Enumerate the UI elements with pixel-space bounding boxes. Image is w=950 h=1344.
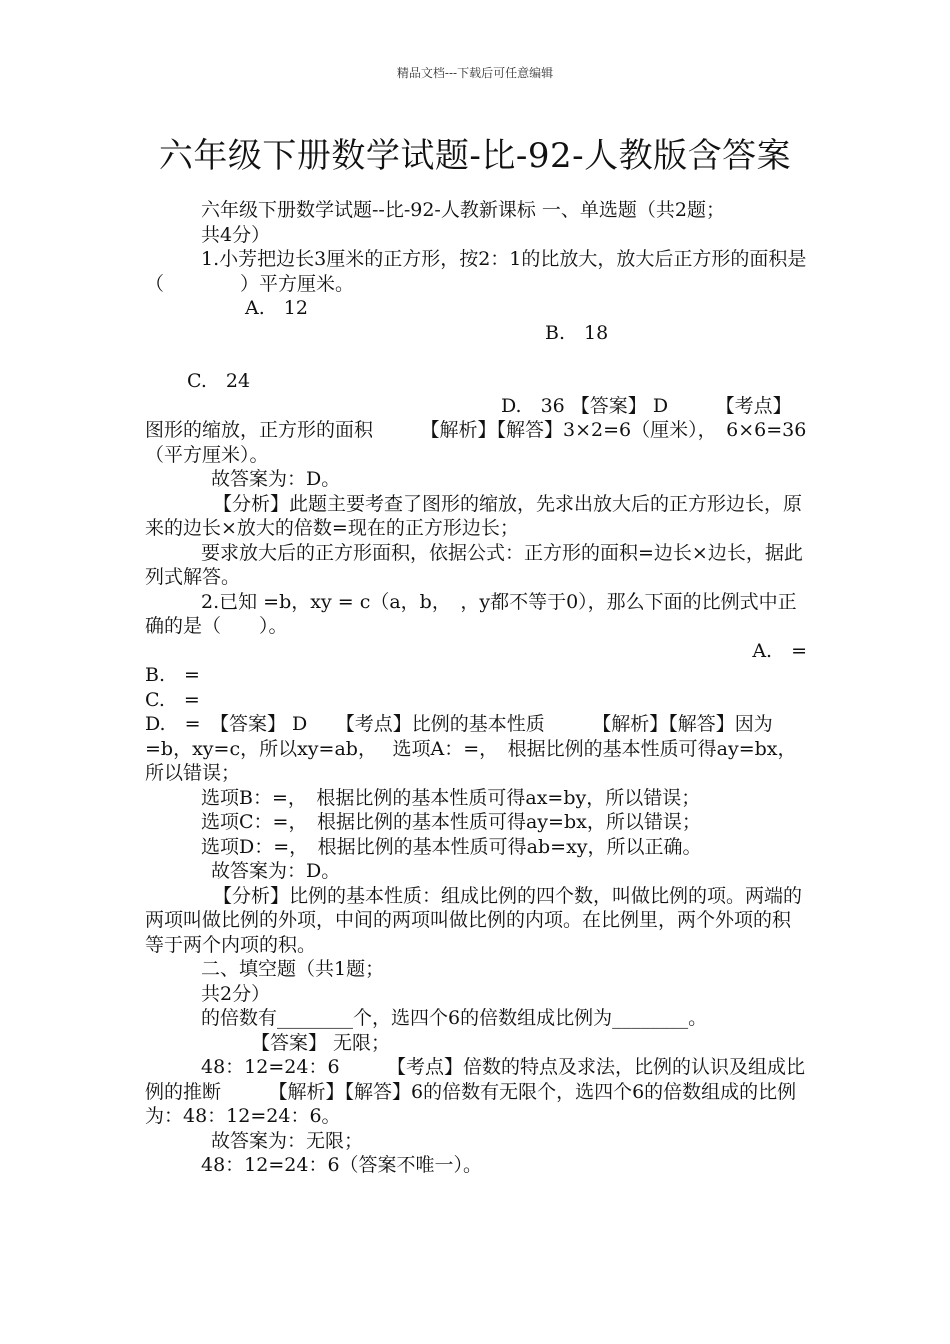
question-1-analysis-2: 要求放大后的正方形面积，依据公式：正方形的面积=边长×边长，据此列式解答。 bbox=[145, 541, 803, 588]
document-body bbox=[145, 198, 807, 1178]
fill-question-text: 的倍数有________个，选四个6的倍数组成比例为________。 bbox=[201, 1007, 708, 1029]
page-header-note: 精品文档---下载后可任意编辑 bbox=[396, 66, 554, 80]
fill-question-answer: 【答案】 无限； bbox=[251, 1031, 391, 1054]
question-2-option-a: A. = bbox=[752, 639, 807, 662]
section-two-heading: 二、填空题（共1题； bbox=[201, 958, 385, 980]
question-2-option-c-check: 选项C：=， 根据比例的基本性质可得ay=bx，所以错误； bbox=[201, 811, 701, 833]
question-2-option-d-answer: D. = 【答案】 D 【考点】比例的基本性质 【解析】【解答】因为=b，xy=c，所以xy=ab， 选项A：=， 根据比例的基本性质可得ay=bx，所以错误； bbox=[145, 713, 797, 784]
question-1-option-b: B. 18 bbox=[545, 321, 609, 344]
question-1-option-c: C. 24 bbox=[187, 370, 251, 392]
section-one-heading: 六年级下册数学试题--比-92-人教新课标 一、单选题（共2题； bbox=[201, 199, 725, 221]
question-2-analysis: 【分析】比例的基本性质：组成比例的四个数，叫做比例的项。两端的两项叫做比例的外项，中间的两项叫做比例的内项。在比例里，两个外项的积等于两个内项的积。 bbox=[145, 884, 803, 956]
fill-question-conclusion-2: 48：12=24：6（答案不唯一）。 bbox=[201, 1154, 483, 1176]
question-1-option-d-answer: D. 36 【答案】 D 【考点】图形的缩放，正方形的面积 【解析】【解答】3×2=6（厘米）， 6×6=36（平方厘米）。 bbox=[145, 394, 807, 466]
question-2-option-c: C. = bbox=[145, 688, 200, 711]
question-2-conclusion: 故答案为：D。 bbox=[211, 860, 341, 882]
question-1-conclusion: 故答案为：D。 bbox=[211, 468, 341, 490]
question-2-option-d-check: 选项D：=， 根据比例的基本性质可得ab=xy，所以正确。 bbox=[201, 835, 702, 858]
question-1-analysis: 【分析】此题主要考查了图形的缩放，先求出放大后的正方形边长，原来的边长×放大的倍数=现在的正方形边长； bbox=[145, 492, 803, 539]
section-one-score: 共4分） bbox=[201, 223, 271, 246]
question-2-option-b-check: 选项B：=， 根据比例的基本性质可得ax=by，所以错误； bbox=[201, 786, 701, 809]
fill-question-conclusion: 故答案为：无限； bbox=[211, 1129, 364, 1152]
spacer bbox=[145, 345, 807, 369]
question-2-text: 2.已知 =b，xy = c（a，b， ，y都不等于0），那么下面的比例式中正确的是（ ）。 bbox=[145, 590, 797, 637]
question-2-option-b: B. = bbox=[145, 664, 200, 686]
question-1-text: 1.小芳把边长3厘米的正方形，按2：1的比放大，放大后正方形的面积是（ ）平方厘米。 bbox=[145, 248, 807, 295]
fill-question-explanation: 48：12=24：6 【考点】倍数的特点及求法，比例的认识及组成比例的推断 【解析】【解答】6的倍数有无限个，选四个6的倍数组成的比例为：48：12=24：6。 bbox=[145, 1056, 806, 1127]
section-two-score: 共2分） bbox=[201, 982, 271, 1005]
question-1-option-a: A. 12 bbox=[245, 297, 308, 319]
document-title: 六年级下册数学试题-比-92-人教版含答案 bbox=[158, 136, 792, 176]
